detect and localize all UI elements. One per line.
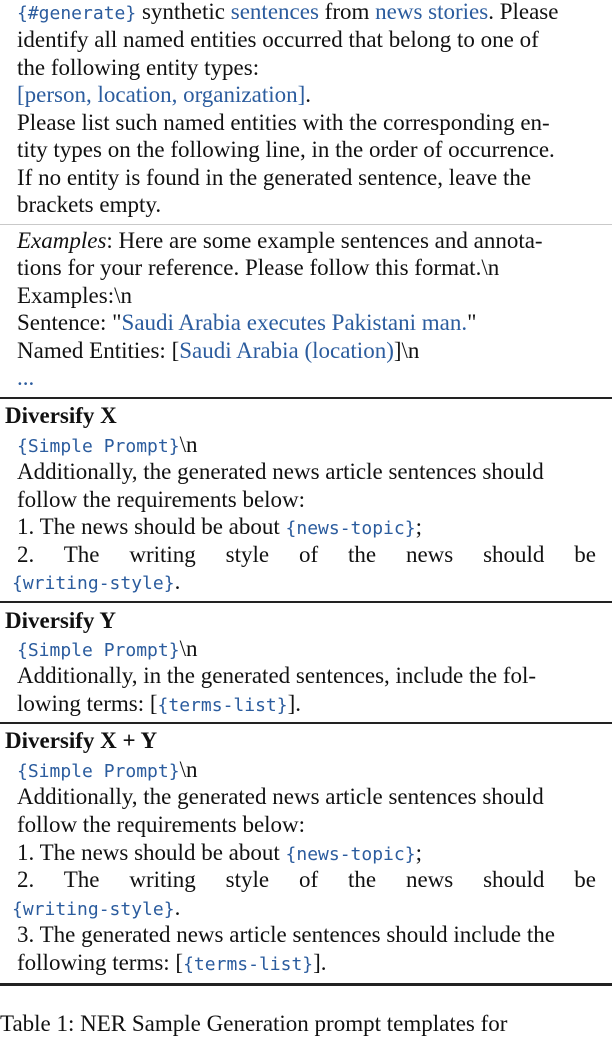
word: of bbox=[298, 542, 319, 567]
word: writing bbox=[129, 542, 196, 567]
text: ]. bbox=[287, 691, 302, 716]
dxy-line-8 bbox=[17, 949, 596, 979]
examples-line-4 bbox=[17, 309, 596, 337]
word: The bbox=[63, 867, 100, 892]
news-topic-token: {news-topic} bbox=[285, 844, 416, 865]
word: writing bbox=[129, 867, 196, 892]
examples-line-2: tions for your reference. Please follow this format.\n bbox=[17, 255, 500, 280]
news-topic-token: {news-topic} bbox=[285, 518, 416, 539]
simple-line-4 bbox=[17, 81, 596, 109]
simple-line-1 bbox=[17, 0, 596, 28]
dxy-line-1 bbox=[17, 756, 596, 786]
word: should bbox=[483, 542, 545, 567]
text: \n bbox=[179, 432, 198, 457]
news-stories-token: news stories bbox=[375, 0, 489, 24]
dy-line-3 bbox=[17, 690, 596, 720]
simple-line-5: Please list such named entities with the corresponding en- bbox=[17, 110, 550, 135]
dxy-line-7: 3. The generated news article sentences should include the bbox=[17, 922, 555, 947]
text: from bbox=[318, 0, 376, 24]
text: . Please bbox=[488, 0, 559, 24]
dxy-line-2: Additionally, the generated news article sentences should bbox=[17, 784, 544, 809]
example-entity: Saudi Arabia (location) bbox=[179, 338, 394, 363]
word: style bbox=[225, 542, 270, 567]
word: style bbox=[225, 867, 270, 892]
simple-line-3: the following entity types: bbox=[17, 55, 260, 80]
dxy-line-5 bbox=[17, 866, 596, 894]
divider bbox=[0, 722, 612, 724]
word: 2. bbox=[17, 542, 35, 567]
examples-line-5 bbox=[17, 337, 596, 365]
word: news bbox=[405, 867, 454, 892]
diversify-xy-heading: Diversify X + Y bbox=[5, 728, 158, 753]
dxy-line-6 bbox=[12, 894, 596, 924]
text: ; bbox=[415, 840, 422, 865]
simple-line-8: brackets empty. bbox=[17, 192, 162, 217]
simple-prompt-token: {Simple Prompt} bbox=[17, 436, 180, 457]
text: 1. The news should be about bbox=[17, 514, 286, 539]
divider bbox=[0, 601, 612, 603]
text: synthetic bbox=[136, 0, 231, 24]
terms-list-token: {terms-list} bbox=[183, 954, 314, 975]
divider bbox=[0, 224, 612, 225]
examples-line-1 bbox=[17, 227, 596, 255]
word: 2. bbox=[17, 867, 35, 892]
simple-prompt-token: {Simple Prompt} bbox=[17, 761, 180, 782]
simple-line-2: identify all named entities occurred that belong to one of bbox=[17, 27, 539, 52]
dx-line-1 bbox=[17, 431, 596, 461]
dx-line-3: follow the requirements below: bbox=[17, 487, 306, 512]
dxy-line-4 bbox=[17, 839, 596, 869]
text: " bbox=[467, 310, 477, 335]
word: of bbox=[298, 867, 319, 892]
examples-label: Examples bbox=[17, 228, 107, 253]
dx-line-6 bbox=[12, 568, 596, 598]
dx-line-4 bbox=[17, 513, 596, 543]
divider bbox=[0, 397, 612, 399]
text: 1. The news should be about bbox=[17, 840, 286, 865]
text: ]\n bbox=[393, 338, 420, 363]
dx-line-5 bbox=[17, 541, 596, 569]
dx-line-2: Additionally, the generated news article sentences should bbox=[17, 459, 544, 484]
generate-token: {#generate} bbox=[17, 3, 137, 24]
table-caption: Table 1: NER Sample Generation prompt templates for bbox=[0, 1011, 508, 1036]
word: The bbox=[63, 542, 100, 567]
diversify-x-heading: Diversify X bbox=[5, 403, 117, 428]
word: should bbox=[483, 867, 545, 892]
word: the bbox=[347, 542, 377, 567]
word: news bbox=[405, 542, 454, 567]
text: . bbox=[305, 82, 312, 107]
dxy-line-3: follow the requirements below: bbox=[17, 812, 306, 837]
text: Sentence: " bbox=[17, 310, 122, 335]
terms-list-token: {terms-list} bbox=[157, 695, 288, 716]
simple-line-7: If no entity is found in the generated sentence, leave the bbox=[17, 165, 532, 190]
text: following terms: [ bbox=[17, 950, 184, 975]
text: . bbox=[174, 569, 181, 594]
text: lowing terms: [ bbox=[17, 691, 158, 716]
text: \n bbox=[179, 757, 198, 782]
word: be bbox=[574, 867, 597, 892]
text: ; bbox=[415, 514, 422, 539]
table-bottom-rule bbox=[0, 983, 612, 986]
word: the bbox=[347, 867, 377, 892]
writing-style-token: {writing-style} bbox=[12, 899, 175, 920]
text: ]. bbox=[313, 950, 327, 975]
examples-line-3: Examples:\n bbox=[17, 283, 132, 308]
examples-ellipsis: ... bbox=[17, 365, 35, 390]
example-sentence: Saudi Arabia executes Pakistani man. bbox=[121, 310, 468, 335]
diversify-y-heading: Diversify Y bbox=[5, 608, 116, 633]
dy-line-2: Additionally, in the generated sentences, include the fol- bbox=[17, 663, 537, 688]
writing-style-token: {writing-style} bbox=[12, 573, 175, 594]
dy-line-1 bbox=[17, 635, 596, 665]
entity-types-list: [person, location, organization] bbox=[17, 82, 306, 107]
simple-prompt-token: {Simple Prompt} bbox=[17, 640, 180, 661]
sentences-token: sentences bbox=[230, 0, 319, 24]
text: Named Entities: [ bbox=[17, 338, 180, 363]
text: : Here are some example sentences and annota- bbox=[106, 228, 543, 253]
text: \n bbox=[179, 636, 198, 661]
simple-line-6: tity types on the following line, in the order of occurrence. bbox=[17, 137, 555, 162]
text: . bbox=[174, 895, 181, 920]
word: be bbox=[574, 542, 597, 567]
